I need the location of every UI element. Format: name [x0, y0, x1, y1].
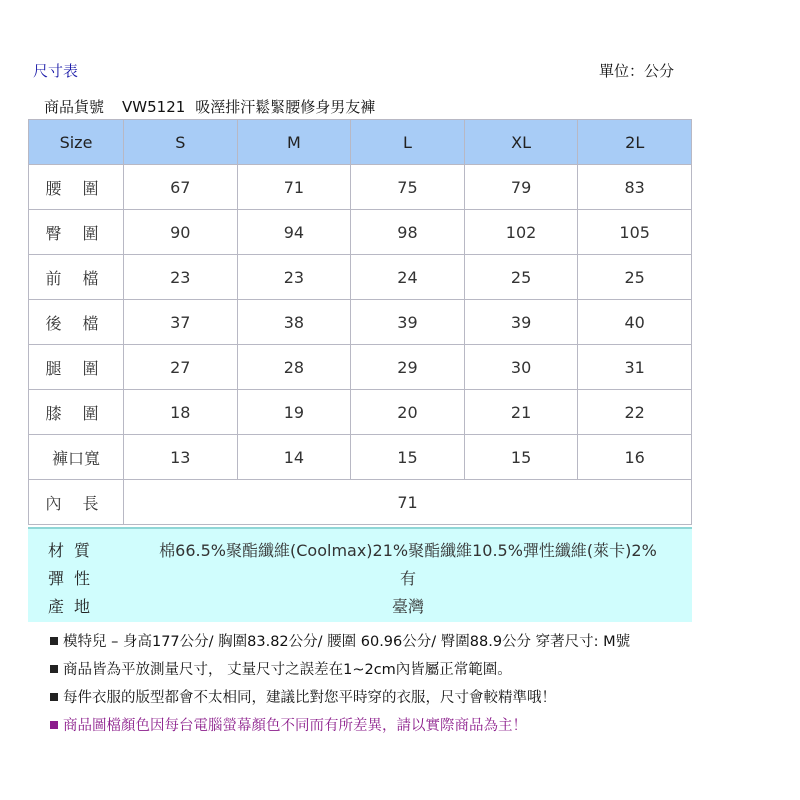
product-name: 吸溼排汗鬆緊腰修身男友褲	[195, 98, 376, 116]
table-cell: 31	[578, 345, 692, 390]
elasticity-row	[28, 566, 692, 594]
table-cell: 67	[124, 165, 238, 210]
page-title: 尺寸表	[33, 62, 79, 80]
size-l: L	[351, 120, 465, 165]
table-cell: 16	[578, 435, 692, 480]
table-cell: 40	[578, 300, 692, 345]
row-label: 腰 圍	[29, 165, 124, 210]
origin-row	[28, 594, 692, 622]
size-m: M	[237, 120, 351, 165]
size-header-row	[29, 120, 692, 165]
table-cell: 27	[124, 345, 238, 390]
note-text: 商品圖檔顏色因每台電腦螢幕顏色不同而有所差異，請以實際商品為主！	[63, 718, 527, 734]
elasticity-label: 彈性	[48, 569, 101, 588]
table-cell: 75	[351, 165, 465, 210]
table-cell: 98	[351, 210, 465, 255]
table-cell: 30	[464, 345, 578, 390]
table-cell: 71	[237, 165, 351, 210]
material-label: 材質	[48, 541, 101, 560]
table-cell: 90	[124, 210, 238, 255]
bullet-icon	[50, 637, 58, 645]
note-model	[50, 630, 630, 658]
size-s: S	[124, 120, 238, 165]
table-cell: 39	[351, 300, 465, 345]
table-cell: 15	[464, 435, 578, 480]
note-text: 商品皆為平放測量尺寸， 丈量尺寸之誤差在1~2cm內皆屬正常範圍。	[63, 662, 512, 678]
table-row	[29, 255, 692, 300]
size-header-label: Size	[29, 120, 124, 165]
unit-label: 單位：公分	[599, 62, 675, 80]
table-cell: 39	[464, 300, 578, 345]
elasticity-value: 有	[399, 569, 416, 588]
table-cell: 14	[237, 435, 351, 480]
table-cell: 23	[237, 255, 351, 300]
size-xl: XL	[464, 120, 578, 165]
table-cell: 25	[578, 255, 692, 300]
table-cell: 19	[237, 390, 351, 435]
table-cell: 83	[578, 165, 692, 210]
table-cell: 22	[578, 390, 692, 435]
table-cell: 94	[237, 210, 351, 255]
inseam-value: 71	[124, 480, 692, 525]
bullet-icon	[50, 721, 58, 729]
note-text: 每件衣服的版型都會不太相同，建議比對您平時穿的衣服，尺寸會較精準哦！	[63, 690, 556, 706]
table-cell: 29	[351, 345, 465, 390]
table-cell: 105	[578, 210, 692, 255]
product-info	[44, 96, 375, 117]
product-code: VW5121	[122, 98, 186, 116]
row-label: 前 檔	[29, 255, 124, 300]
row-label: 後 檔	[29, 300, 124, 345]
table-row	[29, 165, 692, 210]
note-measure	[50, 658, 630, 686]
row-label: 褲口寬	[29, 435, 124, 480]
notes-list	[50, 630, 630, 742]
table-cell: 24	[351, 255, 465, 300]
note-color	[50, 714, 630, 742]
bullet-icon	[50, 665, 58, 673]
table-cell: 79	[464, 165, 578, 210]
row-label: 臀 圍	[29, 210, 124, 255]
note-fit	[50, 686, 630, 714]
table-cell: 20	[351, 390, 465, 435]
table-cell: 25	[464, 255, 578, 300]
bullet-icon	[50, 693, 58, 701]
table-row	[29, 390, 692, 435]
table-row	[29, 435, 692, 480]
table-cell: 102	[464, 210, 578, 255]
table-row	[29, 210, 692, 255]
inseam-label: 內 長	[29, 480, 124, 525]
table-cell: 21	[464, 390, 578, 435]
material-row	[28, 538, 692, 566]
row-label: 膝 圍	[29, 390, 124, 435]
table-cell: 13	[124, 435, 238, 480]
material-value: 棉66.5%聚酯纖維(Coolmax)21%聚酯纖維10.5%彈性纖維(萊卡)2%	[159, 541, 657, 560]
table-row	[29, 300, 692, 345]
product-label: 商品貨號	[44, 98, 105, 116]
inseam-row	[29, 480, 692, 525]
table-cell: 23	[124, 255, 238, 300]
table-cell: 18	[124, 390, 238, 435]
origin-value: 臺灣	[391, 597, 424, 616]
size-table	[28, 119, 692, 525]
row-label: 腿 圍	[29, 345, 124, 390]
note-text: 模特兒 – 身高177公分/ 胸圍83.82公分/ 腰圍 60.96公分/ 臀圍88.9公分 穿著尺寸: M號	[63, 634, 631, 650]
size-2l: 2L	[578, 120, 692, 165]
material-panel	[28, 527, 692, 622]
table-cell: 38	[237, 300, 351, 345]
table-row	[29, 345, 692, 390]
table-cell: 15	[351, 435, 465, 480]
table-cell: 37	[124, 300, 238, 345]
origin-label: 產地	[48, 597, 101, 616]
table-cell: 28	[237, 345, 351, 390]
